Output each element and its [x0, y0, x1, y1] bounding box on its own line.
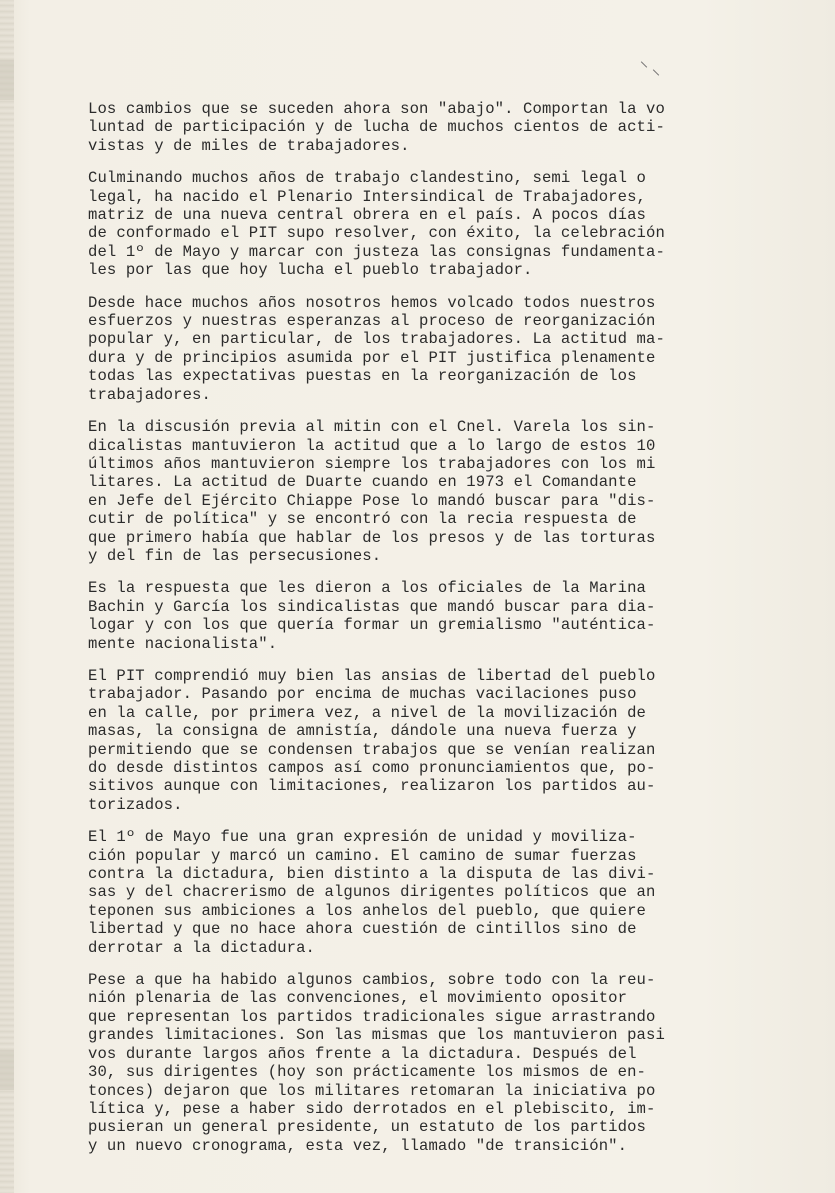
text-line: do desde distintos campos así como pronunciamientos que, po- [88, 759, 656, 777]
text-line: Pese a que ha habido algunos cambios, sobre todo con la reu- [88, 971, 656, 990]
text-line: en la calle, por primera vez, a nivel de la movilización de [88, 703, 647, 722]
text-line: teponen sus ambiciones a los anhelos del pueblo, que quiere [88, 901, 647, 920]
text-line: dura y de principios asumida por el PIT justifica plenamente [88, 348, 656, 367]
stray-mark [641, 61, 647, 67]
text-line: Culminando muchos años de trabajo clandestino, semi legal o [88, 169, 647, 188]
text-line: dicalistas mantuvieron la actitud que a lo largo de estos 10 [88, 436, 656, 455]
paragraph [88, 294, 788, 404]
text-line: legal, ha nacido el Plenario Intersindical de Trabajadores, [88, 187, 647, 206]
text-line: vistas y de miles de trabajadores. [88, 136, 410, 155]
text-line: matriz de una nueva central obrera en el país. A pocos días [88, 206, 647, 225]
text-line: grandes limitaciones. Son las mismas que los mantuvieron pasi [88, 1026, 665, 1045]
paragraph [88, 100, 788, 155]
text-line: litares. La actitud de Duarte cuando en 1973 el Comandante [88, 473, 637, 492]
text-line: libertad y que no hace ahora cuestión de cintillos sino de [88, 920, 637, 939]
text-line: El PIT comprendió muy bien las ansias de libertad del pueblo [88, 666, 656, 685]
text-line: luntad de participación y de lucha de muchos cientos de acti- [88, 118, 665, 137]
text-line: y del fin de las persecusiones. [88, 546, 382, 565]
text-line: torizados. [88, 795, 183, 814]
text-line: pusieran un general presidente, un estatuto de los partidos [88, 1118, 647, 1137]
text-line: cutir de política" y se encontró con la recia respuesta de [88, 510, 637, 529]
text-line: esfuerzos y nuestras esperanzas al proceso de reorganización [88, 312, 656, 331]
text-line: lítica y, pese a haber sido derrotados en el plebiscito, im- [88, 1099, 656, 1118]
text-line: logar y con los que quería formar un gremialismo "auténtica- [88, 616, 656, 635]
paragraph [88, 828, 788, 957]
paragraph [88, 971, 788, 1155]
text-line: sitivos aunque con limitaciones, realizaron los partidos au- [88, 777, 656, 796]
text-line: les por las que hoy lucha el pueblo trabajador. [88, 261, 533, 280]
text-line: vos durante largos años frente a la dictadura. Después del [88, 1044, 637, 1063]
text-line: todas las expectativas puestas en la reorganización de los [88, 367, 637, 386]
text-line: popular y, en particular, de los trabajadores. La actitud ma- [88, 330, 665, 349]
text-line: 30, sus dirigentes (hoy son prácticamente los mismos de en- [88, 1063, 647, 1082]
text-line: que primero había que hablar de los presos y de las torturas [88, 528, 656, 547]
page-left-edge [0, 0, 14, 1193]
paragraph [88, 169, 788, 279]
text-line: trabajador. Pasando por encima de muchas vacilaciones puso [88, 685, 637, 704]
binding-mark [0, 60, 14, 100]
paragraph [88, 579, 788, 653]
text-line: mente nacionalista". [88, 634, 278, 653]
text-line: derrotar a la dictadura. [88, 938, 315, 957]
text-line: Es la respuesta que les dieron a los oficiales de la Marina [88, 579, 647, 598]
text-line: Los cambios que se suceden ahora son "abajo". Comportan la vo [88, 100, 665, 118]
text-line: ción popular y marcó un camino. El camino de sumar fuerzas [88, 846, 637, 865]
document-body [88, 100, 788, 1169]
text-line: Bachin y García los sindicalistas que mandó buscar para dia- [88, 597, 656, 616]
text-line: últimos años mantuvieron siempre los trabajadores con los mi [88, 454, 656, 473]
text-line: Desde hace muchos años nosotros hemos volcado todos nuestros [88, 293, 656, 312]
text-line: que representan los partidos tradicionales sigue arrastrando [88, 1007, 656, 1026]
text-line: sas y del chacrerismo de algunos dirigentes políticos que an [88, 883, 656, 902]
text-line: masas, la consigna de amnistía, dándole una nueva fuerza y [88, 722, 637, 741]
text-line: En la discusión previa al mitin con el Cnel. Varela los sin- [88, 418, 656, 437]
text-line: permitiendo que se condensen trabajos que se venían realizan [88, 740, 656, 759]
binding-mark [0, 1050, 14, 1090]
text-line: del 1º de Mayo y marcar con justeza las consignas fundamenta- [88, 242, 665, 261]
text-line: contra la dictadura, bien distinto a la disputa de las divi- [88, 865, 656, 884]
paragraph [88, 418, 788, 565]
text-line: trabajadores. [88, 385, 211, 404]
text-line: y un nuevo cronograma, esta vez, llamado "de transición". [88, 1136, 628, 1155]
text-line: nión plenaria de las convenciones, el movimiento opositor [88, 989, 628, 1008]
stray-mark [653, 69, 659, 75]
text-line: en Jefe del Ejército Chiappe Pose lo mandó buscar para "dis- [88, 491, 656, 510]
paragraph [88, 667, 788, 814]
text-line: de conformado el PIT supo resolver, con éxito, la celebración [88, 224, 665, 243]
text-line: tonces) dejaron que los militares retomaran la iniciativa po [88, 1081, 656, 1100]
text-line: El 1º de Mayo fue una gran expresión de unidad y moviliza- [88, 828, 637, 847]
